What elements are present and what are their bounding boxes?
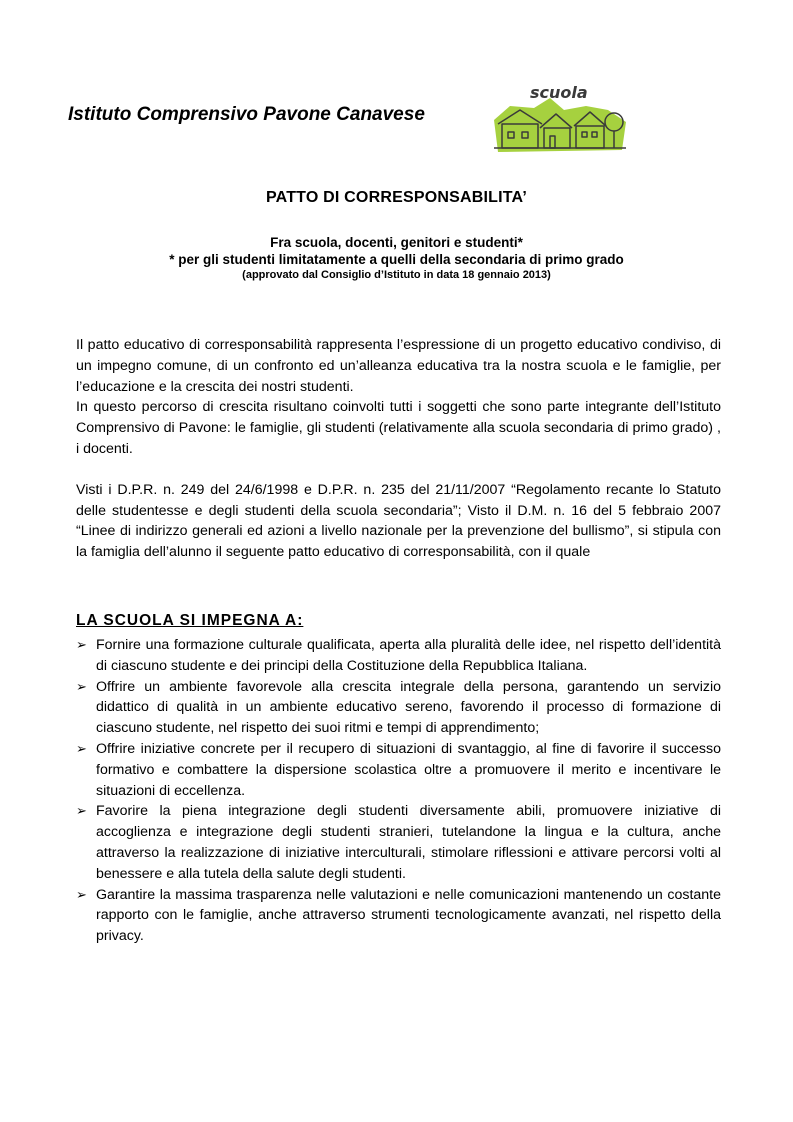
logo-text: scuola [530, 83, 588, 102]
list-item-text: Offrire un ambiente favorevole alla crescita integrale della persona, garantendo un servizio didattico di qualità in un ambiente educativo sereno, favorendo il processo di formazione di ciascuno studente, nel rispetto dei suoi ritmi e tempi di apprendimento; [96, 678, 721, 737]
body-text [76, 335, 721, 563]
header [0, 80, 793, 160]
paragraph-subjects: In questo percorso di crescita risultano coinvolti tutti i soggetti che sono parte integrante dell’Istituto Comprensivo di Pavone: le famiglie, gli studenti (relativamente alla scuola secondaria di primo grado) , i docenti. [76, 399, 721, 457]
subtitle-line-2: * per gli studenti limitatamente a quelli della secondaria di primo grado [169, 252, 624, 267]
list-item-text: Favorire la piena integrazione degli studenti diversamente abili, promuovere iniziative di accoglienza e integrazione degli studenti stranieri, tutelandone la lingua e la cultura, anche attraverso la realizzazione di iniziative interculturali, stimolare riflessioni e attivare percorsi volti al benessere e alla tutela della salute degli studenti. [96, 803, 721, 882]
paragraph-legal-basis: Visti i D.P.R. n. 249 del 24/6/1998 e D.P.R. n. 235 del 21/11/2007 “Regolamento recante lo Statuto delle studentesse e degli studenti della scuola secondaria”; Visto il D.M. n. 16 del 5 febbraio 2007 “Linee di indirizzo generali ed azioni a livello nazionale per la prevenzione del bullismo”, si stipula con la famiglia dell’alunno il seguente patto educativo di corresponsabilità, con il quale [76, 481, 721, 561]
list-item [76, 801, 721, 884]
list-item-text: Garantire la massima trasparenza nelle valutazioni e nelle comunicazioni mantenendo un costante rapporto con le famiglie, anche attraverso strumenti tecnologicamente avanzati, nel rispetto della privacy. [96, 886, 721, 945]
commitments-list [76, 635, 721, 947]
list-item [76, 885, 721, 947]
section-heading: LA SCUOLA SI IMPEGNA A: [76, 612, 304, 629]
subtitle-line-1: Fra scuola, docenti, genitori e studenti* [270, 235, 523, 250]
school-logo [490, 80, 630, 156]
paragraph-gap [76, 460, 721, 480]
list-item [76, 635, 721, 677]
arrow-bullet-icon: ➢ [76, 803, 87, 819]
list-item [76, 739, 721, 801]
list-item-text: Fornire una formazione culturale qualificata, aperta alla pluralità delle idee, nel rispetto dell’identità di ciascuno studente e dei principi della Costituzione della Repubblica Italiana. [96, 637, 721, 674]
arrow-bullet-icon: ➢ [76, 886, 87, 902]
arrow-bullet-icon: ➢ [76, 740, 87, 756]
list-item [76, 677, 721, 739]
list-item-text: Offrire iniziative concrete per il recupero di situazioni di svantaggio, al fine di favorire il successo formativo e combattere la dispersione scolastica oltre a promuovere il merito e incentivare le situazioni di eccellenza. [96, 740, 721, 799]
institute-name: Istituto Comprensivo Pavone Canavese [68, 104, 425, 125]
subtitle-approval-note: (approvato dal Consiglio d’Istituto in data 18 gennaio 2013) [242, 269, 551, 281]
document-title: PATTO DI CORRESPONSABILITA’ [265, 189, 528, 206]
subtitle-block [0, 234, 793, 283]
arrow-bullet-icon: ➢ [76, 637, 87, 652]
arrow-bullet-icon: ➢ [76, 678, 87, 694]
paragraph-intro: Il patto educativo di corresponsabilità rappresenta l’espressione di un progetto educativo condiviso, di un impegno comune, di un confronto ed un’alleanza educativa tra la nostra scuola e le famiglie, per l’educazione e la crescita dei nostri studenti. [76, 337, 721, 395]
